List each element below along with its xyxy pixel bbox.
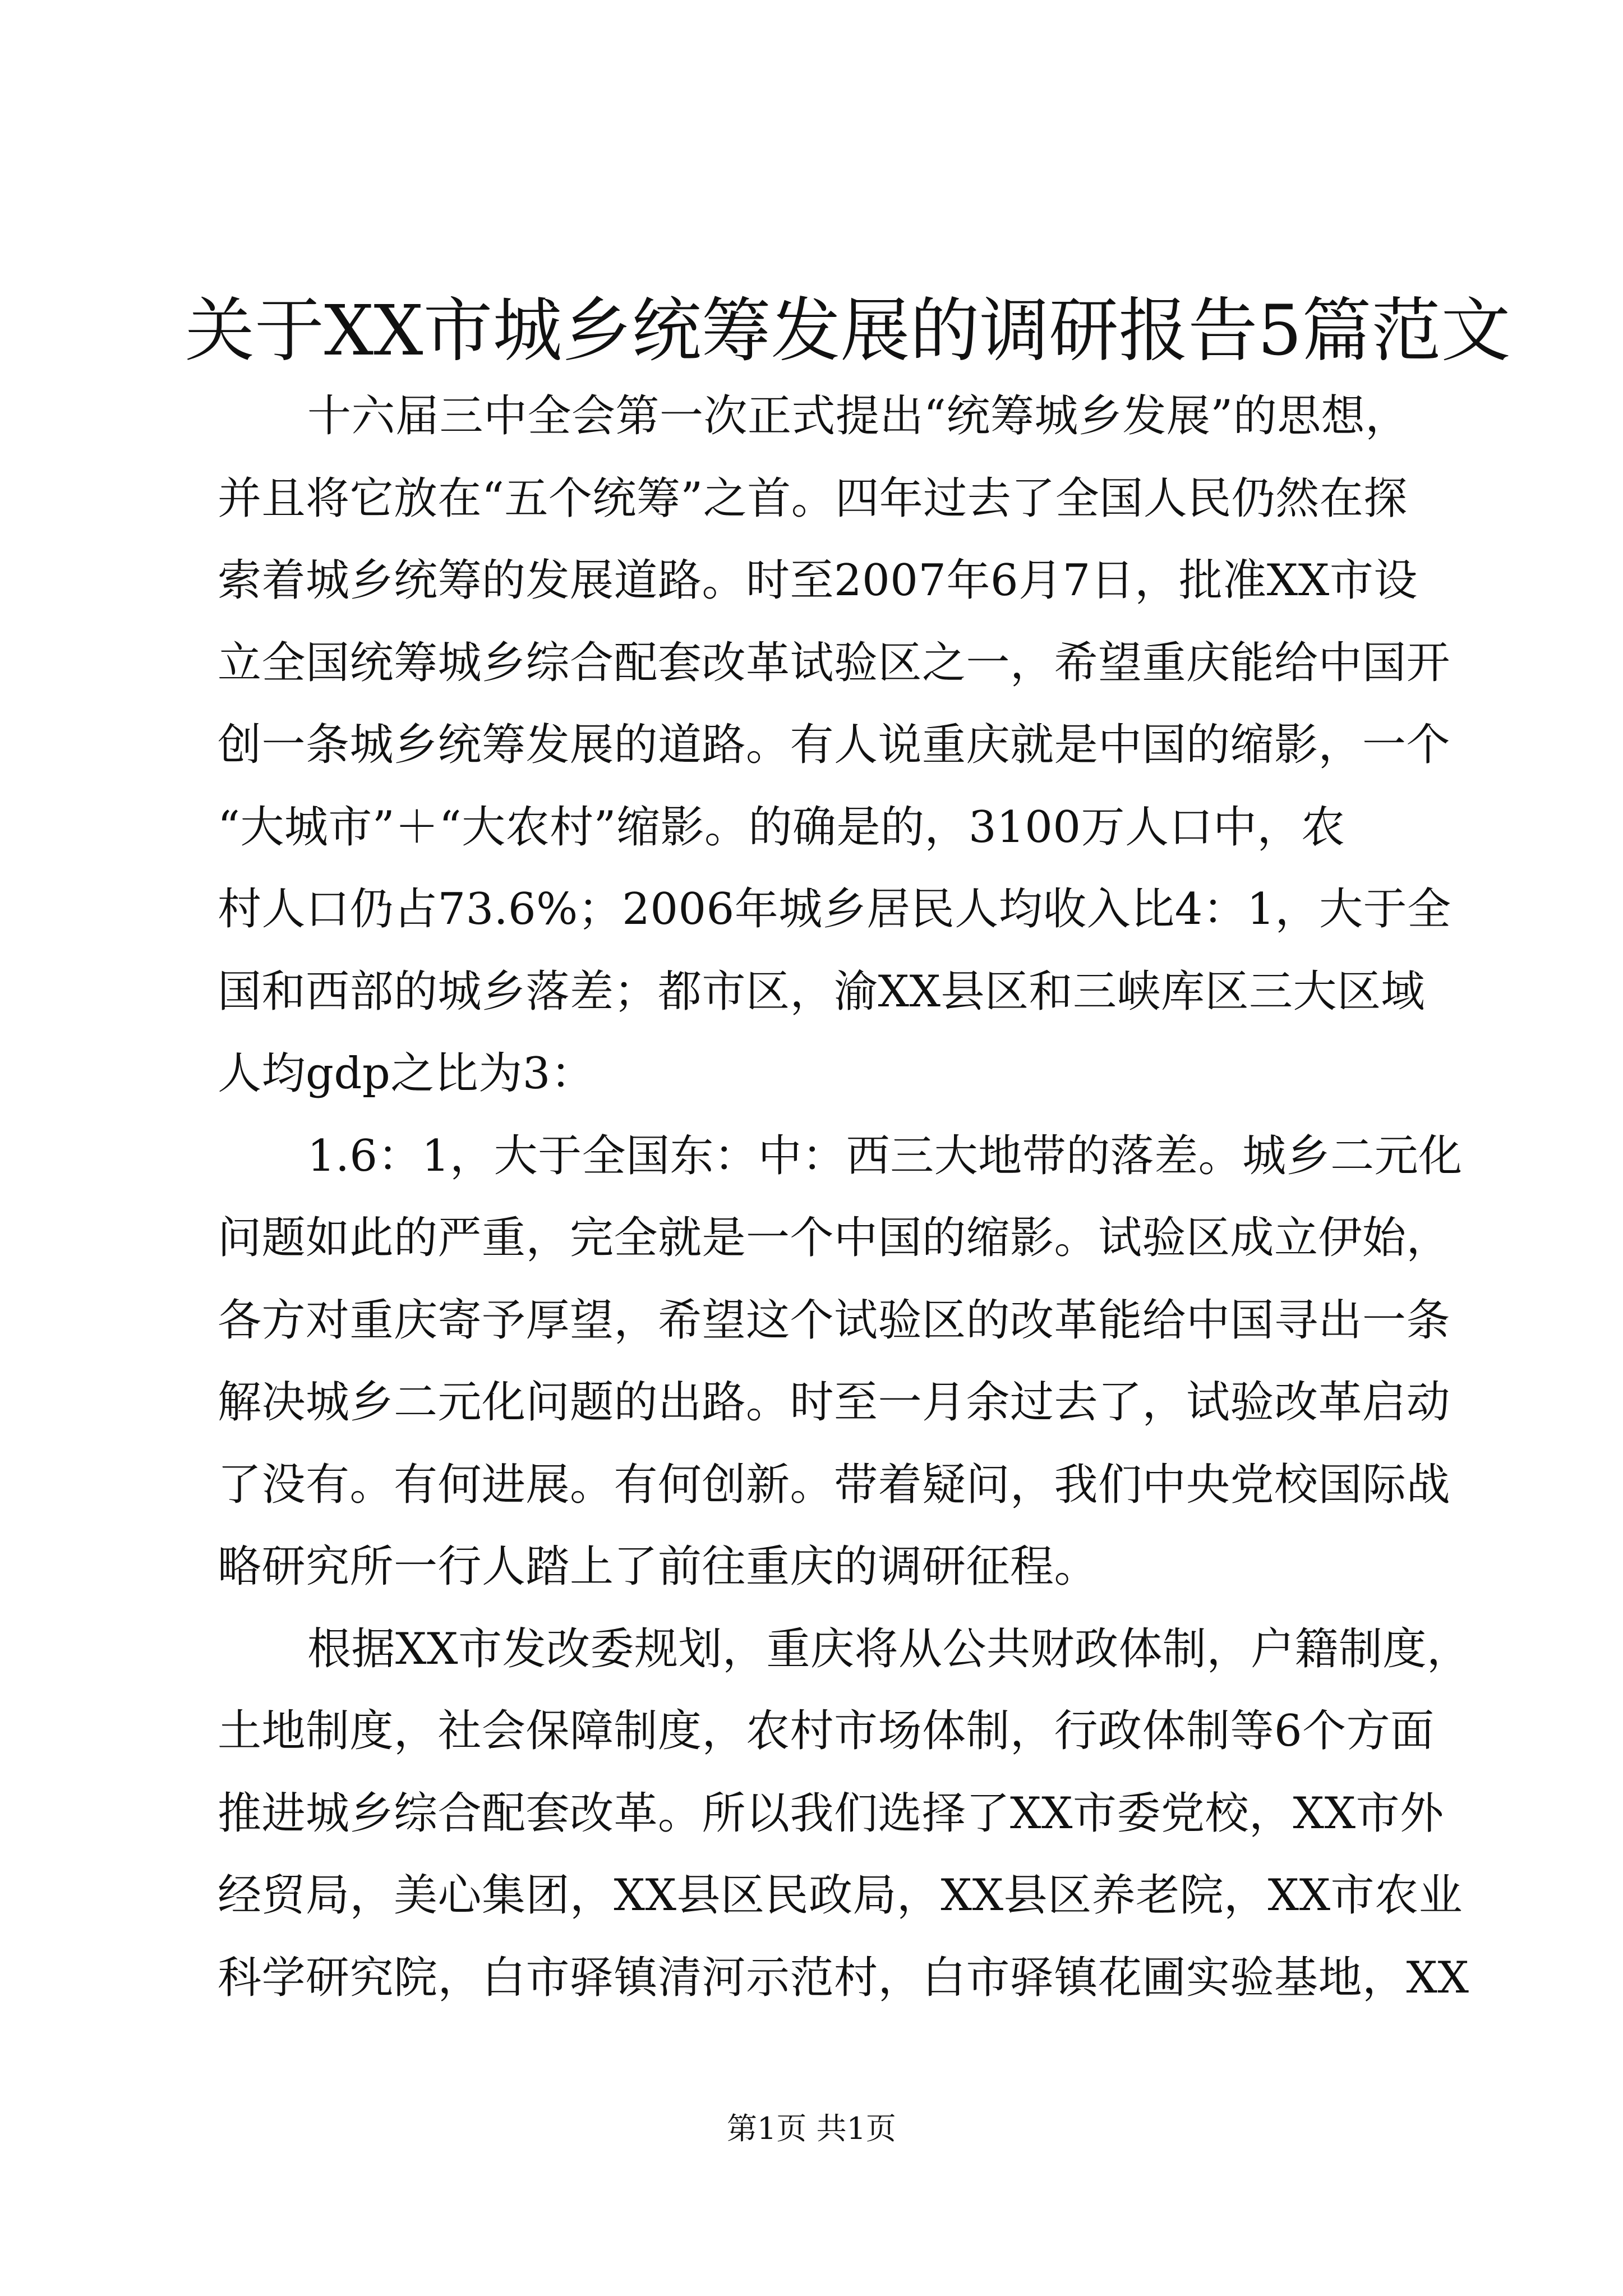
paragraph-line: 根据XX市发改委规划，重庆将从公共财政体制，户籍制度， [307, 1623, 1471, 1674]
page-footer: 第1页 共1页 [727, 2111, 896, 2146]
paragraph-line: 索着城乡统筹的发展道路。时至2007年6月7日，批准XX市设 [218, 555, 1418, 606]
paragraph-line: 了没有。有何进展。有何创新。带着疑问，我们中央党校国际战 [218, 1459, 1451, 1510]
paragraph-line: 立全国统筹城乡综合配套改革试验区之一，希望重庆能给中国开 [218, 637, 1451, 688]
paragraph-line: 创一条城乡统筹发展的道路。有人说重庆就是中国的缩影，一个 [218, 720, 1451, 770]
paragraph-line: 各方对重庆寄予厚望，希望这个试验区的改革能给中国寻出一条 [218, 1295, 1451, 1346]
document-body [218, 388, 1471, 2032]
paragraph-line: 村人口仍占73.6%；2006年城乡居民人均收入比4：1，大于全 [218, 884, 1451, 935]
paragraph-line: “大城市”＋“大农村”缩影。的确是的，3100万人口中，农 [218, 802, 1345, 853]
paragraph-line: 解决城乡二元化问题的出路。时至一月余过去了，试验改革启动 [218, 1377, 1451, 1428]
paragraph-line: 1.6：1，大于全国东：中：西三大地带的落差。城乡二元化 [307, 1130, 1463, 1181]
paragraph-line: 十六届三中全会第一次正式提出“统筹城乡发展”的思想， [307, 391, 1409, 441]
paragraph-line: 并且将它放在“五个统筹”之首。四年过去了全国人民仍然在探 [218, 473, 1408, 524]
paragraph-line: 问题如此的严重，完全就是一个中国的缩影。试验区成立伊始， [218, 1213, 1451, 1263]
paragraph-line: 人均gdp之比为3： [218, 1048, 595, 1099]
document-title: 关于XX市城乡统筹发展的调研报告5篇范文 [185, 291, 1511, 371]
paragraph-line: 略研究所一行人踏上了前往重庆的调研征程。 [218, 1542, 1099, 1592]
paragraph-line: 土地制度，社会保障制度，农村市场体制，行政体制等6个方面 [218, 1706, 1435, 1756]
paragraph-line: 科学研究院，白市驿镇清河示范村，白市驿镇花圃实验基地，XX [218, 1952, 1469, 2003]
paragraph-line: 经贸局，美心集团，XX县区民政局，XX县区养老院，XX市农业 [218, 1870, 1463, 1921]
paragraph-line: 国和西部的城乡落差；都市区，渝XX县区和三峡库区三大区域 [218, 966, 1426, 1017]
paragraph-line: 推进城乡综合配套改革。所以我们选择了XX市委党校，XX市外 [218, 1788, 1444, 1839]
